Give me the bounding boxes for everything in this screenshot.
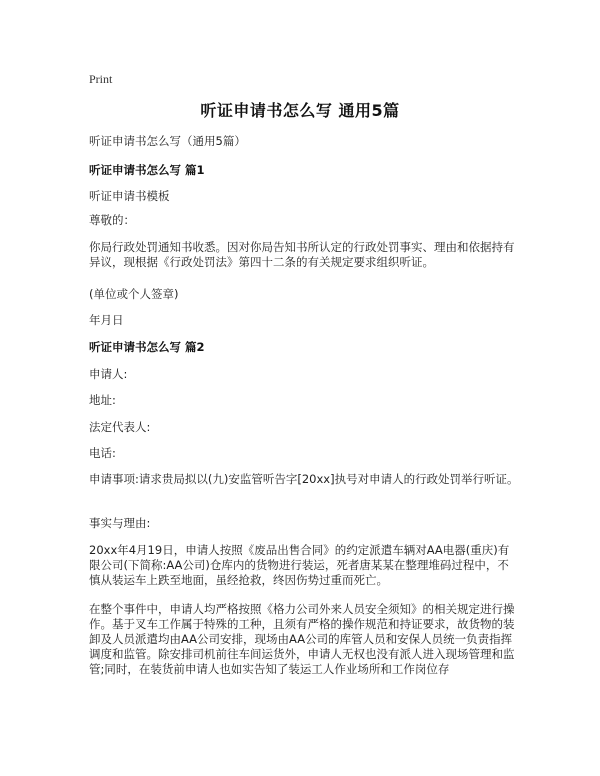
salutation: 尊敬的：: [89, 213, 135, 227]
subtitle: 听证申请书怎么写（通用5篇）: [89, 134, 246, 148]
application-matter: 申请事项:请求贵局拟以(九)安监管听告字[20xx]执号对申请人的行政处罚举行听证。: [89, 472, 519, 486]
address-field: 地址:: [89, 393, 116, 407]
section1-heading: 听证申请书怎么写 篇1: [89, 163, 205, 177]
signature-label: (单位或个人签章): [89, 287, 179, 301]
facts-paragraph-1: 20xx年4月19日，申请人按照《废品出售合同》的约定派遣车辆对AA电器(重庆)有限公司(下简称:AA公司)仓库内的货物进行装运，死者唐某某在整理堆码过程中，不慎从装运车上跌至地面，虽经抢救，终因伤势过重而死亡。: [89, 543, 510, 587]
phone-field: 电话:: [89, 446, 116, 460]
date-label: 年月日: [89, 313, 124, 327]
section1-body: 你局行政处罚通知书收悉。因对你局告知书所认定的行政处罚事实、理由和依据持有异议，现根据《行政处罚法》第四十二条的有关规定要求组织听证。: [89, 240, 515, 269]
facts-label: 事实与理由:: [89, 516, 151, 530]
applicant-field: 申请人:: [89, 367, 128, 381]
page-title: 听证申请书怎么写 通用5篇: [200, 101, 400, 120]
template-label: 听证申请书模板: [89, 189, 170, 203]
print-label: Print: [89, 72, 113, 86]
legal-rep-field: 法定代表人:: [89, 420, 151, 434]
facts-paragraph-2: 在整个事件中，申请人均严格按照《格力公司外来人员安全须知》的相关规定进行操作。基于叉车工作属于特殊的工种，且须有严格的操作规范和持证要求，故货物的装卸及人员派遣均由AA公司安排，现场由AA公司的库管人员和安保人员统一负责指挥调度和监管。除安排司机前往车间运货外，申请人无权也没有派人进入现场管理和监管;同时，在装货前申请人也如实告知了装运工人作业场所和工作岗位存: [89, 602, 515, 676]
section2-heading: 听证申请书怎么写 篇2: [89, 340, 205, 354]
